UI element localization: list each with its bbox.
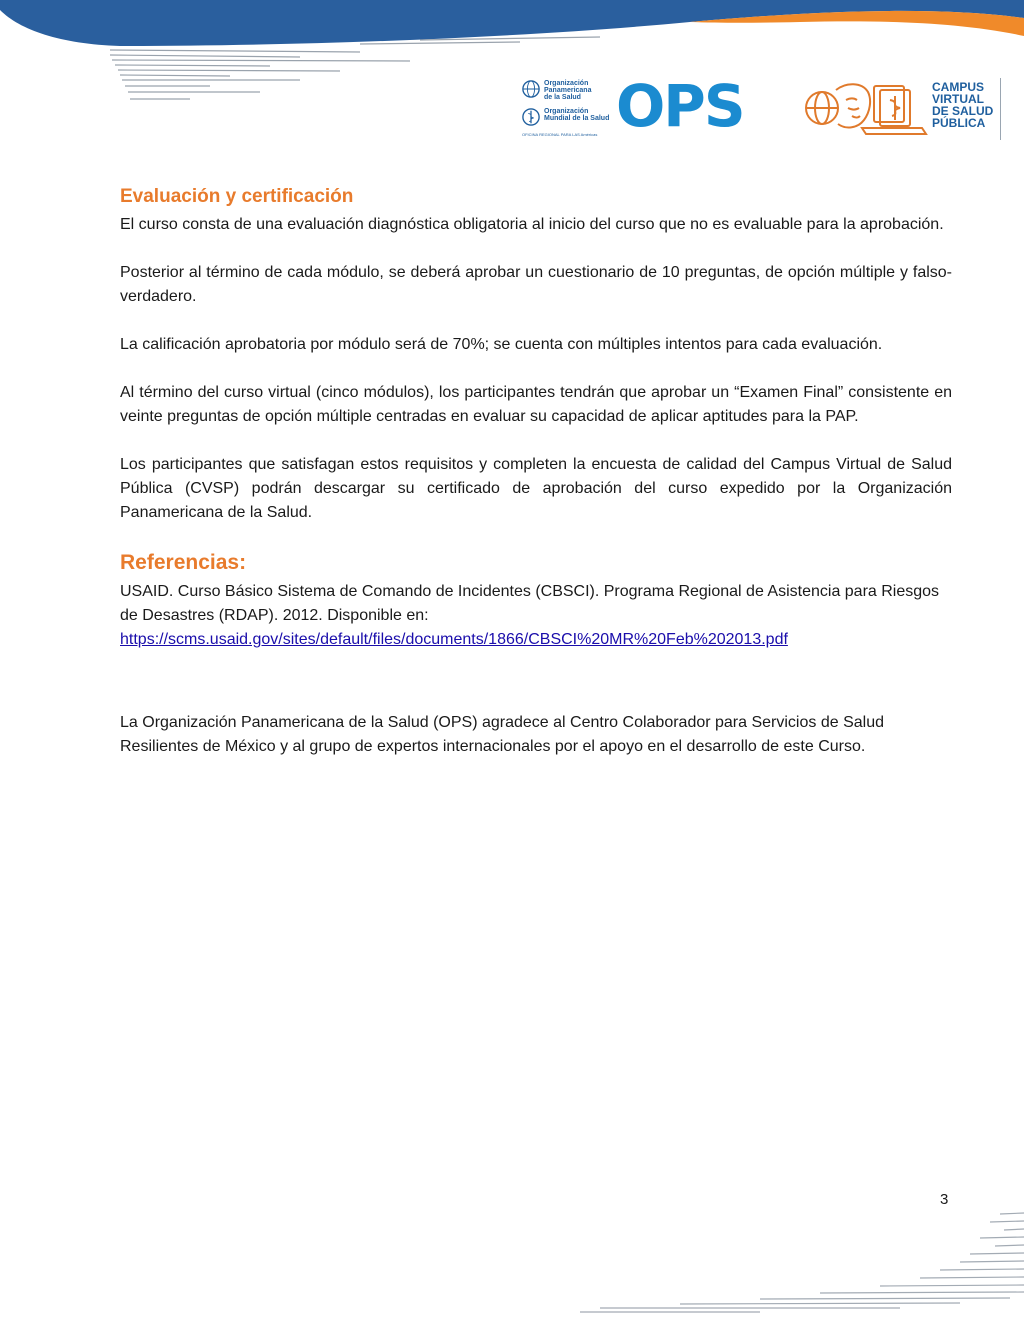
reference-citation: USAID. Curso Básico Sistema de Comando de Incidentes (CBSCI). Programa Regional de Asistencia para Riesgos de Desastres (RDAP). 2012. Disponible en:	[120, 583, 940, 624]
paho-emblem-icon	[522, 80, 540, 98]
references-heading: Referencias:	[120, 551, 247, 574]
campus-word-1: CAMPUS	[932, 80, 985, 94]
regional-office-label: OFICINA REGIONAL PARA LAS Américas	[522, 132, 598, 137]
footer-lines-decoration	[0, 1200, 1024, 1325]
evaluation-paragraph-1: El curso consta de una evaluación diagnóstica obligatoria al inicio del curso que no es evaluable para la aprobación.	[120, 216, 944, 233]
who-name: Organización Mundial de la Salud	[544, 108, 610, 122]
campus-virtual-wordmark	[932, 81, 1002, 129]
evaluation-paragraph-3: La calificación aprobatoria por módulo será de 70%; se cuenta con múltiples intentos para cada evaluación.	[120, 336, 883, 353]
campus-word-4: PÚBLICA	[932, 116, 986, 130]
evaluation-paragraph-4: Al término del curso virtual (cinco módulos), los participantes tendrán que aprobar un “Examen Final” consistente en veinte preguntas de opción múltiple centradas en evaluar su capacidad de aplicar aptitudes para la PAP.	[120, 384, 952, 425]
logo-divider	[1000, 78, 1001, 140]
campus-virtual-emblem-icon	[802, 78, 930, 138]
header-logos	[520, 72, 1010, 144]
reference-link[interactable]: https://scms.usaid.gov/sites/default/files/documents/1866/CBSCI%20MR%20Feb%202013.pdf	[120, 631, 788, 648]
ops-logo: OPS	[616, 72, 744, 140]
who-emblem-icon	[522, 108, 540, 126]
evaluation-paragraph-5: Los participantes que satisfagan estos requisitos y completen la encuesta de calidad del Campus Virtual de Salud Pública (CVSP) podrán descargar su certificado de aprobación del curso expedido por la Organización Panamericana de la Salud.	[120, 456, 952, 521]
paho-who-logo	[522, 80, 614, 140]
campus-word-3: DE SALUD	[932, 104, 994, 118]
paho-name: Organización Panamericana de la Salud	[544, 80, 592, 101]
page-number: 3	[940, 1191, 949, 1208]
campus-word-2: VIRTUAL	[932, 92, 984, 106]
page-content	[120, 180, 952, 759]
evaluation-heading: Evaluación y certificación	[120, 186, 354, 207]
evaluation-paragraph-2: Posterior al término de cada módulo, se deberá aprobar un cuestionario de 10 preguntas, de opción múltiple y falso-verdadero.	[120, 264, 952, 305]
acknowledgement-paragraph: La Organización Panamericana de la Salud (OPS) agradece al Centro Colaborador para Servicios de Salud Resilientes de México y al grupo de expertos internacionales por el apoyo en el desarrollo de este Curso.	[120, 714, 884, 755]
